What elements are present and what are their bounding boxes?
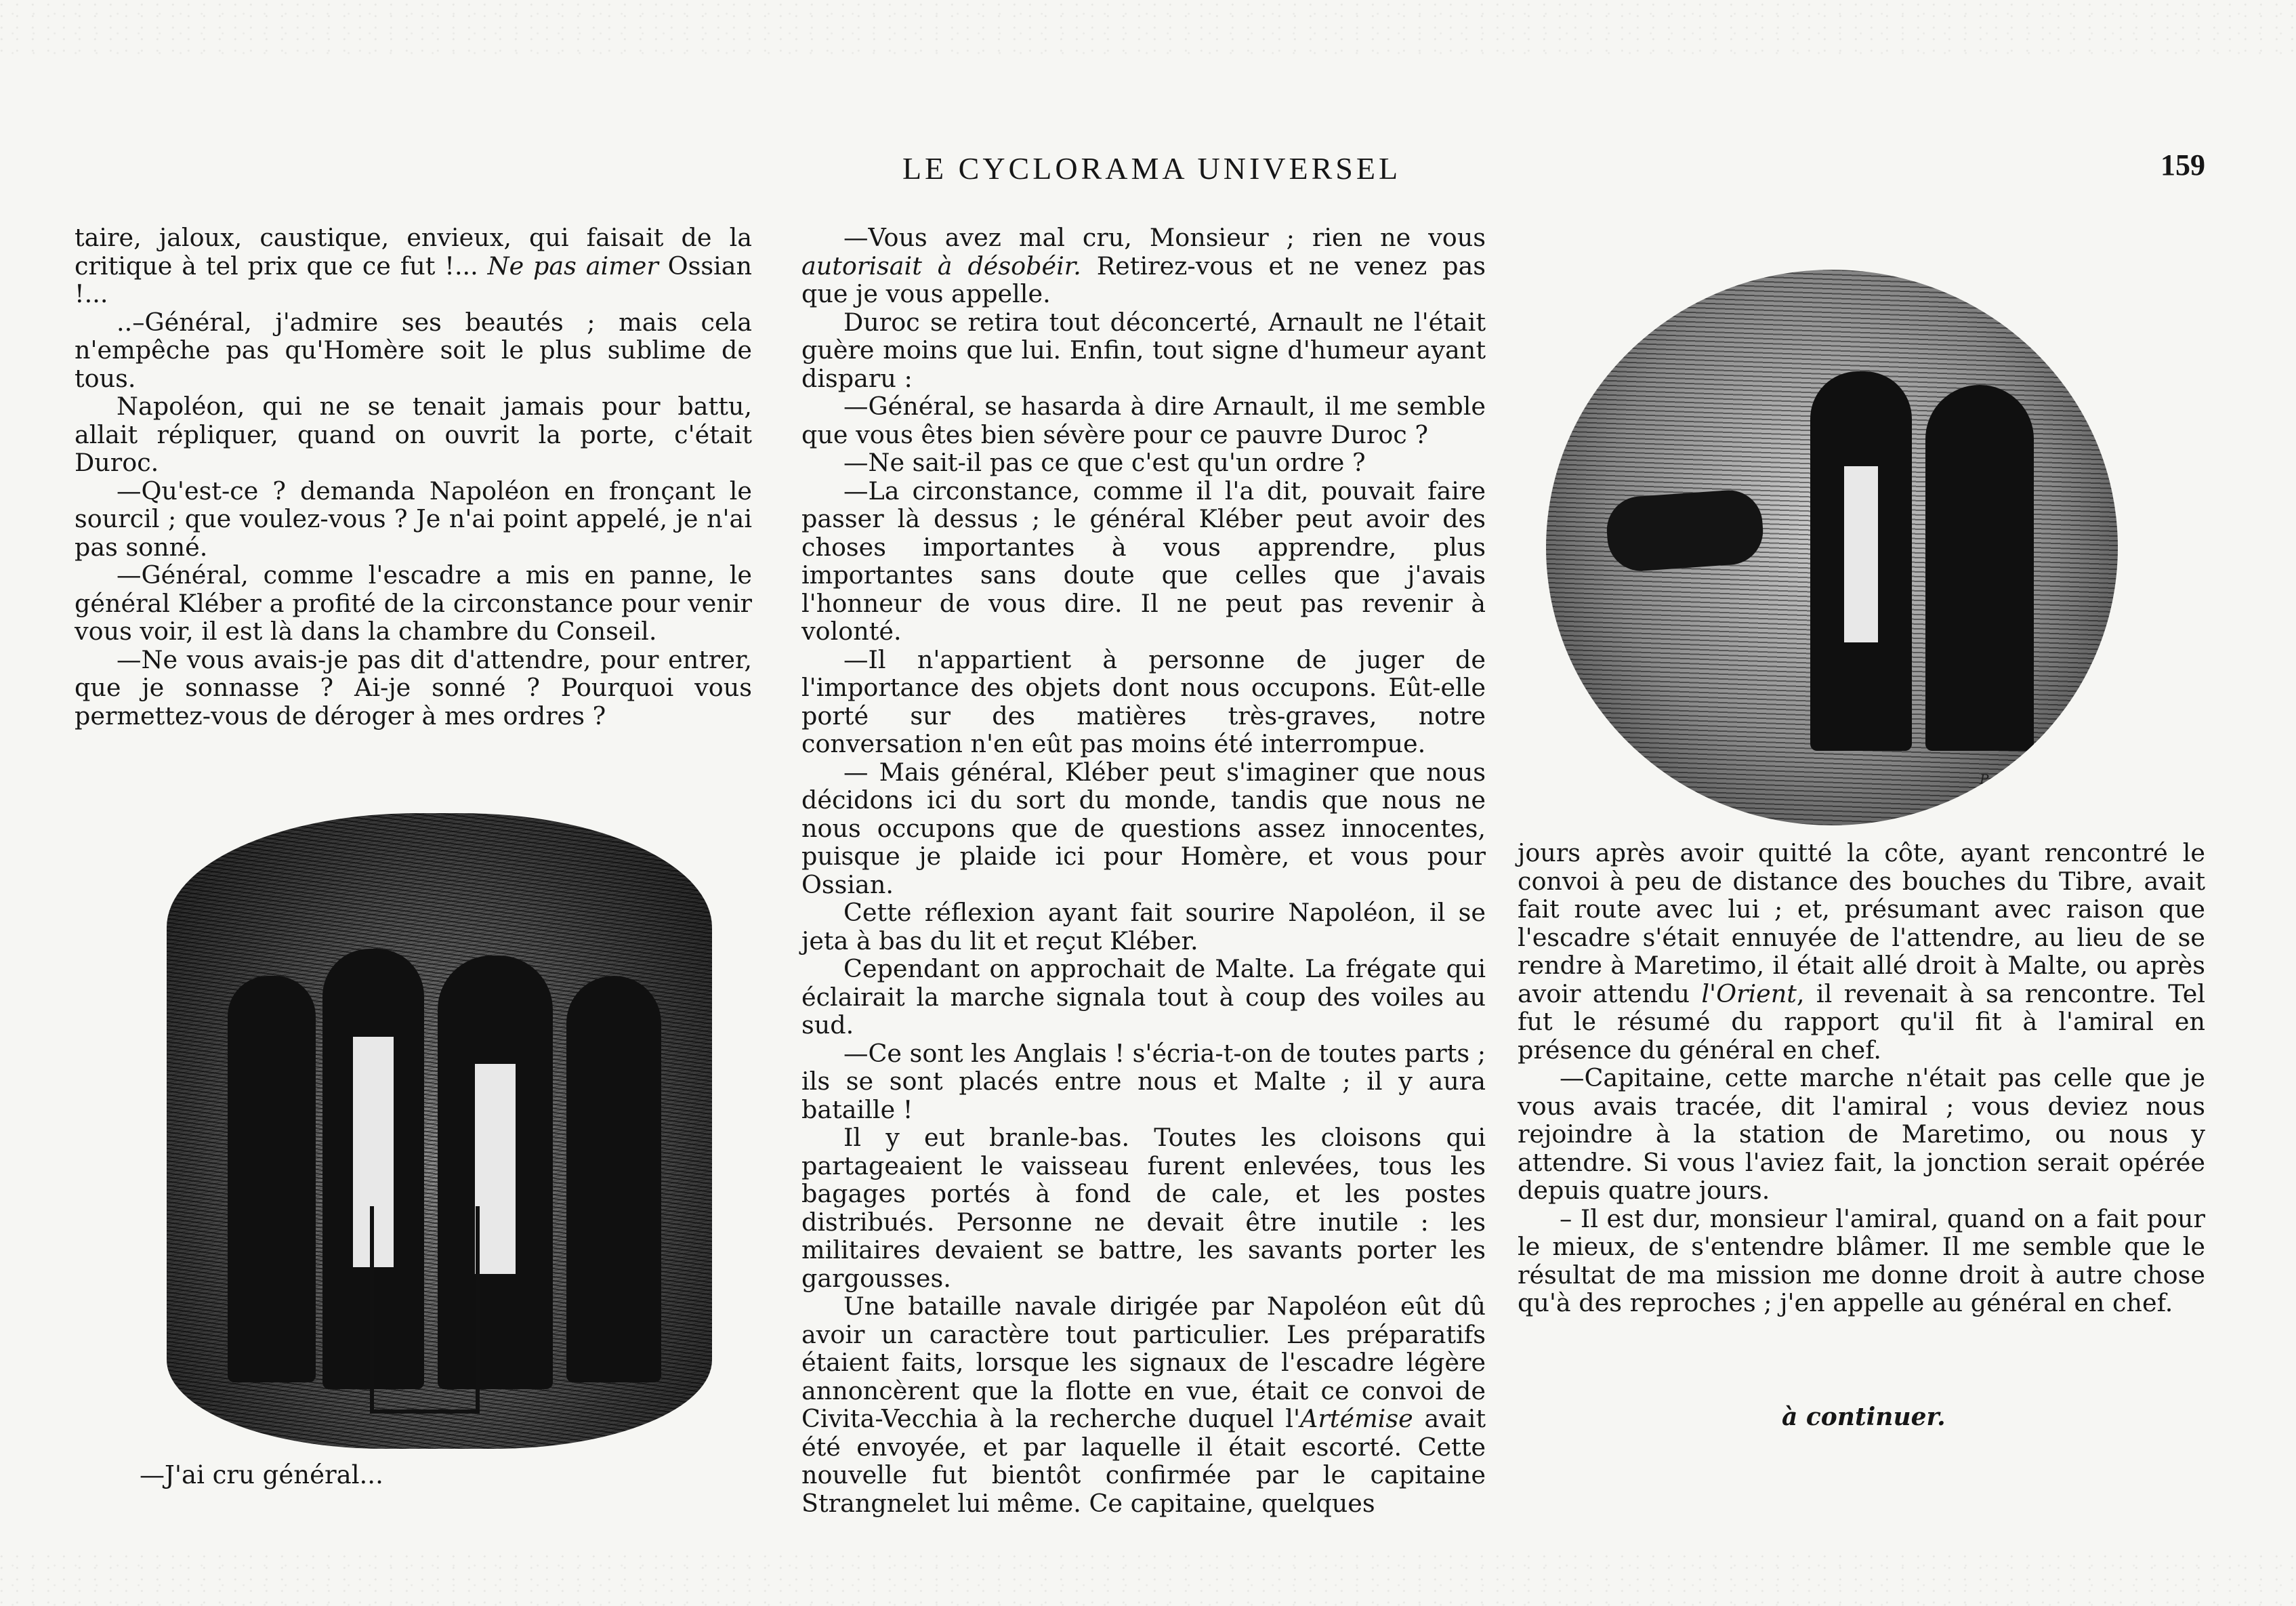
- text-run: Retirez-vous et ne venez pas que je vous appelle.: [801, 251, 1486, 308]
- paragraph: Cette réflexion ayant fait sourire Napoléon, il se jeta à bas du lit et reçut Kléber.: [801, 898, 1486, 955]
- text-run: avait été envoyée, et par laquelle il était escorté. Cette nouvelle fut bientôt confirmée par le capitaine Strangnelet lui même. Ce capitaine, quelques: [801, 1404, 1486, 1518]
- chair: [370, 1206, 480, 1414]
- paper-grain-bottom: [0, 1552, 2296, 1606]
- to-be-continued: à continuer.: [1782, 1403, 1946, 1431]
- paragraph: —Général, comme l'escadre a mis en panne, le général Kléber a profité de la circonstance pour venir vous voir, il est là dans la chambre du Conseil.: [75, 560, 752, 646]
- text-run: Ossian !...: [75, 251, 752, 308]
- illustration-caption: —J'ai cru général...: [140, 1460, 383, 1489]
- paragraph: [75, 224, 752, 308]
- paragraph: Cependant on approchait de Malte. La frégate qui éclairait la marche signala tout à coup des voiles au sud.: [801, 954, 1486, 1039]
- engraving-cabin-scene: [167, 813, 712, 1449]
- figure-silhouette: [566, 976, 661, 1382]
- paragraph: [801, 224, 1486, 308]
- paragraph: [1518, 839, 2205, 1064]
- paragraph: —Qu'est-ce ? demanda Napoléon en fronçant le sourcil ; que voulez-vous ? Je n'ai point appelé, je n'ai pas sonné.: [75, 476, 752, 562]
- text-column-2: [801, 224, 1486, 1517]
- paragraph: —Ne vous avais-je pas dit d'attendre, pour entrer, que je sonnasse ? Ai-je sonné ? Pourquoi vous permettez-vous de déroger à mes ordres ?: [75, 644, 752, 730]
- text-column-3: [1518, 839, 2205, 1317]
- italic-run: l'Orient: [1701, 979, 1797, 1008]
- cannon: [1604, 488, 1765, 573]
- paragraph: —Capitaine, cette marche n'était pas celle que je vous avais tracée, dit l'amiral ; vous deviez nous rejoindre à la station de Maretimo, ou nous y attendre. Si vous l'aviez fait, la jonction serait opérée depuis quatre jours.: [1518, 1063, 2205, 1205]
- italic-run: Artémise: [1300, 1404, 1413, 1433]
- paragraph: ..–Général, j'admire ses beautés ; mais cela n'empêche pas qu'Homère soit le plus sublime de tous.: [75, 307, 752, 393]
- running-title: LE CYCLORAMA UNIVERSEL: [902, 151, 1402, 186]
- text-run: jours après avoir quitté la côte, ayant rencontré le convoi à peu de distance des bouches du Tibre, avait fait route avec lui ; et, présumant avec raison que l'escadre s'était ennuyée de l'attendre, au lieu de se rendre à Maretimo, il était allé droit à Malte, ou après avoir attendu: [1518, 838, 2205, 1008]
- text-column-1: [75, 224, 752, 730]
- paragraph: [801, 1292, 1486, 1517]
- paragraph: – Il est dur, monsieur l'amiral, quand on a fait pour le mieux, de s'entendre blâmer. Il me semble que le résultat de ma mission me donne droit à autre chose qu'à des reproches ; j'en appelle au général en chef.: [1518, 1203, 2205, 1317]
- paragraph: —La circonstance, comme il l'a dit, pouvait faire passer là dessus ; le général Kléber peut avoir des choses importantes à vous apprendre, plus importantes sans doute que celles que j'avais l'honneur de vous dire. Il ne peut pas revenir à volonté.: [801, 476, 1486, 646]
- paper-grain-top: [0, 0, 2296, 54]
- paragraph: Duroc se retira tout déconcerté, Arnault ne l'était guère moins que lui. Enfin, tout signe d'humeur ayant disparu :: [801, 307, 1486, 393]
- figure-silhouette: [1925, 385, 2034, 751]
- figure-silhouette: [1810, 371, 1912, 751]
- engraving-ship-deck: [1546, 270, 2118, 825]
- italic-run: Ne pas aimer: [487, 251, 659, 281]
- paragraph: —Ne sait-il pas ce que c'est qu'un ordre ?: [843, 448, 1366, 477]
- text-run: Une bataille navale dirigée par Napoléon eût dû avoir un caractère tout particulier. Les préparatifs étaient faits, lorsque les signaux de l'escadre légère annoncèrent que la flotte en vue, était ce convoi de Civita-Vecchia à la recherche duquel l': [801, 1292, 1486, 1433]
- text-run: —Vous avez mal cru, Monsieur ; rien ne vous: [843, 223, 1486, 252]
- italic-run: autorisait à désobéir.: [801, 251, 1081, 281]
- text-run: taire, jaloux, caustique, envieux, qui faisait de la critique à tel prix que ce fut !...: [75, 223, 752, 281]
- engraver-signature: Pauditte: [1980, 771, 2037, 787]
- paragraph: — Mais général, Kléber peut s'imaginer que nous décidons ici du sort du monde, tandis que nous ne nous occupons que de questions assez innocentes, puisque je plaide ici pour Homère, et vous pour Ossian.: [801, 757, 1486, 899]
- paragraph: Napoléon, qui ne se tenait jamais pour battu, allait répliquer, quand on ouvrit la porte, c'était Duroc.: [75, 392, 752, 477]
- figure-silhouette: [228, 976, 316, 1382]
- page-number: 159: [2161, 148, 2205, 182]
- paragraph: —Général, se hasarda à dire Arnault, il me semble que vous êtes bien sévère pour ce pauvre Duroc ?: [801, 392, 1486, 449]
- paragraph: —Il n'appartient à personne de juger de l'importance des objets dont nous occupons. Eût-elle porté sur des matières très-graves, notre conversation n'en eût pas moins été interrompue.: [801, 644, 1486, 758]
- text-run: , il revenait à sa rencontre. Tel fut le résumé du rapport qu'il fit à l'amiral en présence du général en chef.: [1518, 979, 2206, 1065]
- paragraph: —Ce sont les Anglais ! s'écria-t-on de toutes parts ; ils se sont placés entre nous et Malte ; il y aura bataille !: [801, 1038, 1486, 1124]
- paragraph: Il y eut branle-bas. Toutes les cloisons qui partageaient le vaisseau furent enlevées, tous les bagages portés à fond de cale, et les postes distribués. Personne ne devait être inutile : les militaires devaient se battre, les savants porter les gargousses.: [801, 1123, 1486, 1293]
